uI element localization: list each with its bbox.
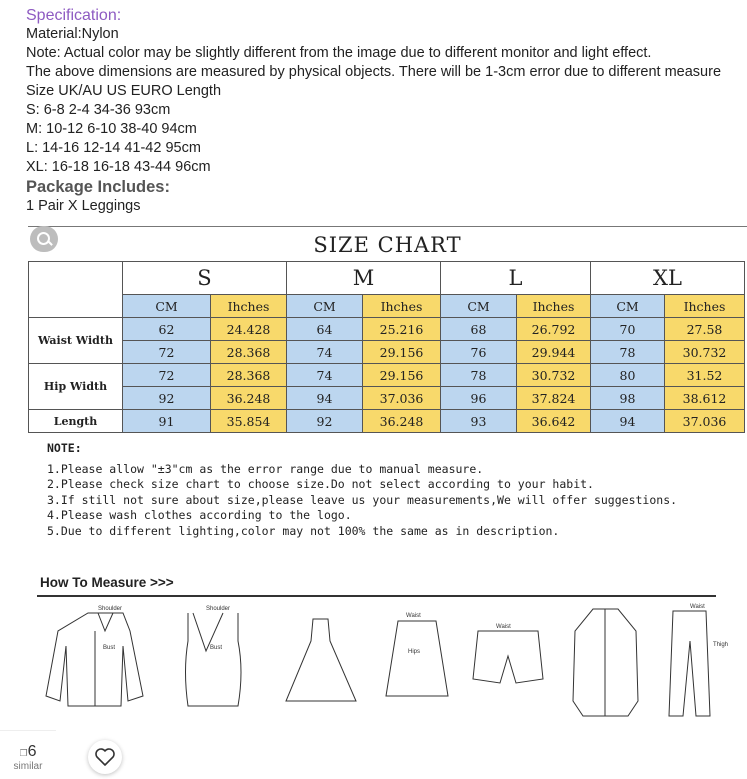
label-bust: Bust — [103, 645, 116, 651]
blouse-diagram — [46, 613, 143, 706]
cell: 72 — [123, 364, 211, 387]
cell: 74 — [287, 364, 363, 387]
cell: 80 — [591, 364, 665, 387]
group-m: M — [287, 262, 441, 295]
label-waist-3: Waist — [690, 604, 705, 610]
col-inches: Ihches — [665, 295, 745, 318]
cell: 92 — [123, 387, 211, 410]
table-row — [29, 341, 745, 364]
cell: 28.368 — [211, 364, 287, 387]
col-inches: Ihches — [363, 295, 441, 318]
group-l: L — [441, 262, 591, 295]
size-chart-title: SIZE CHART — [313, 233, 462, 257]
table-row — [29, 364, 745, 387]
cell: 70 — [591, 318, 665, 341]
specification-heading: Specification: — [26, 7, 122, 24]
cell: 28.368 — [211, 341, 287, 364]
wishlist-button[interactable] — [88, 740, 122, 774]
size-xl-text: XL: 16-18 16-18 43-44 96cm — [26, 159, 211, 175]
label-shoulder-2: Shoulder — [206, 606, 231, 612]
similar-button[interactable] — [0, 730, 56, 775]
label-shoulder: Shoulder — [98, 606, 123, 612]
col-cm: CM — [591, 295, 665, 318]
cell: 36.642 — [517, 410, 591, 433]
cell: 37.824 — [517, 387, 591, 410]
dimensions-text: The above dimensions are measured by physical objects. There will be 1-3cm error due to different measure — [26, 64, 722, 80]
label-hips: Hips — [408, 649, 421, 655]
cell: 93 — [441, 410, 517, 433]
note-text: Note: Actual color may be slightly different from the image due to different monitor and light effect. — [26, 45, 652, 61]
material-text: Material:Nylon — [26, 26, 119, 42]
tank-diagram — [186, 613, 242, 706]
copy-icon: ❐ — [19, 748, 28, 758]
cell: 91 — [123, 410, 211, 433]
table-row — [29, 410, 745, 433]
cell: 96 — [441, 387, 517, 410]
cell: 74 — [287, 341, 363, 364]
zoom-magnifier-icon[interactable] — [30, 226, 58, 252]
cell: 92 — [287, 410, 363, 433]
table-row — [29, 318, 745, 341]
cell: 36.248 — [211, 387, 287, 410]
similar-label: similar — [13, 761, 43, 772]
group-xl: XL — [591, 262, 745, 295]
cell: 24.428 — [211, 318, 287, 341]
table-row — [29, 387, 745, 410]
cell: 36.248 — [363, 410, 441, 433]
col-inches: Ihches — [517, 295, 591, 318]
label-bust-2: Bust — [210, 645, 223, 651]
size-header-text: Size UK/AU US EURO Length — [26, 83, 222, 99]
label-waist: Waist — [406, 613, 421, 619]
cell: 30.732 — [517, 364, 591, 387]
cell: 31.52 — [665, 364, 745, 387]
row-label-length: Length — [29, 410, 123, 433]
cell: 94 — [287, 387, 363, 410]
cell: 72 — [123, 341, 211, 364]
size-chart-table — [28, 261, 745, 433]
note-item: 5.Due to different lighting,color may not 100% the same as in description. — [47, 523, 560, 538]
size-notes — [30, 441, 745, 539]
corner-cell — [29, 262, 123, 295]
row-label-waist: Waist Width — [29, 318, 123, 364]
coat-diagram — [573, 609, 638, 716]
col-cm: CM — [441, 295, 517, 318]
label-thigh: Thigh — [713, 642, 728, 648]
cell: 37.036 — [665, 410, 745, 433]
cell: 78 — [591, 341, 665, 364]
cell: 29.944 — [517, 341, 591, 364]
cell: 37.036 — [363, 387, 441, 410]
cell: 35.854 — [211, 410, 287, 433]
col-inches: Ihches — [211, 295, 287, 318]
label-waist-2: Waist — [496, 624, 511, 630]
cell: 76 — [441, 341, 517, 364]
pants-diagram — [669, 611, 710, 716]
corner-cell-2 — [29, 295, 123, 318]
cell: 29.156 — [363, 341, 441, 364]
cell: 27.58 — [665, 318, 745, 341]
divider — [37, 595, 716, 597]
col-cm: CM — [287, 295, 363, 318]
note-item: 1.Please allow "±3"cm as the error range due to manual measure. — [47, 461, 484, 476]
cell: 68 — [441, 318, 517, 341]
garment-diagrams — [38, 601, 728, 731]
cell: 64 — [287, 318, 363, 341]
cell: 94 — [591, 410, 665, 433]
row-label-hip: Hip Width — [29, 364, 123, 410]
note-item: 4.Please wash clothes according to the logo. — [47, 508, 352, 522]
heart-icon — [88, 740, 122, 774]
notes-title: NOTE: — [47, 441, 82, 455]
cell: 25.216 — [363, 318, 441, 341]
col-cm: CM — [123, 295, 211, 318]
specification-section — [26, 6, 747, 216]
cell: 98 — [591, 387, 665, 410]
cell: 62 — [123, 318, 211, 341]
similar-count: 6 — [27, 743, 37, 760]
cell: 38.612 — [665, 387, 745, 410]
size-l-text: L: 14-16 12-14 41-42 95cm — [26, 140, 201, 156]
skirt-diagram — [386, 621, 448, 696]
cell: 78 — [441, 364, 517, 387]
size-s-text: S: 6-8 2-4 34-36 93cm — [26, 102, 171, 118]
package-heading: Package Includes: — [26, 178, 170, 196]
cell: 29.156 — [363, 364, 441, 387]
shorts-diagram — [473, 631, 543, 683]
cell: 30.732 — [665, 341, 745, 364]
note-item: 3.If still not sure about size,please leave us your measurements,We will offer suggestions. — [47, 492, 678, 507]
note-item: 2.Please check size chart to choose size.Do not select according to your habit. — [47, 477, 594, 491]
package-text: 1 Pair X Leggings — [26, 198, 141, 214]
dress-diagram — [286, 619, 356, 701]
group-s: S — [123, 262, 287, 295]
size-chart-image[interactable] — [28, 226, 747, 775]
size-m-text: M: 10-12 6-10 38-40 94cm — [26, 121, 197, 137]
how-to-measure-heading: How To Measure >>> — [40, 575, 174, 590]
cell: 26.792 — [517, 318, 591, 341]
